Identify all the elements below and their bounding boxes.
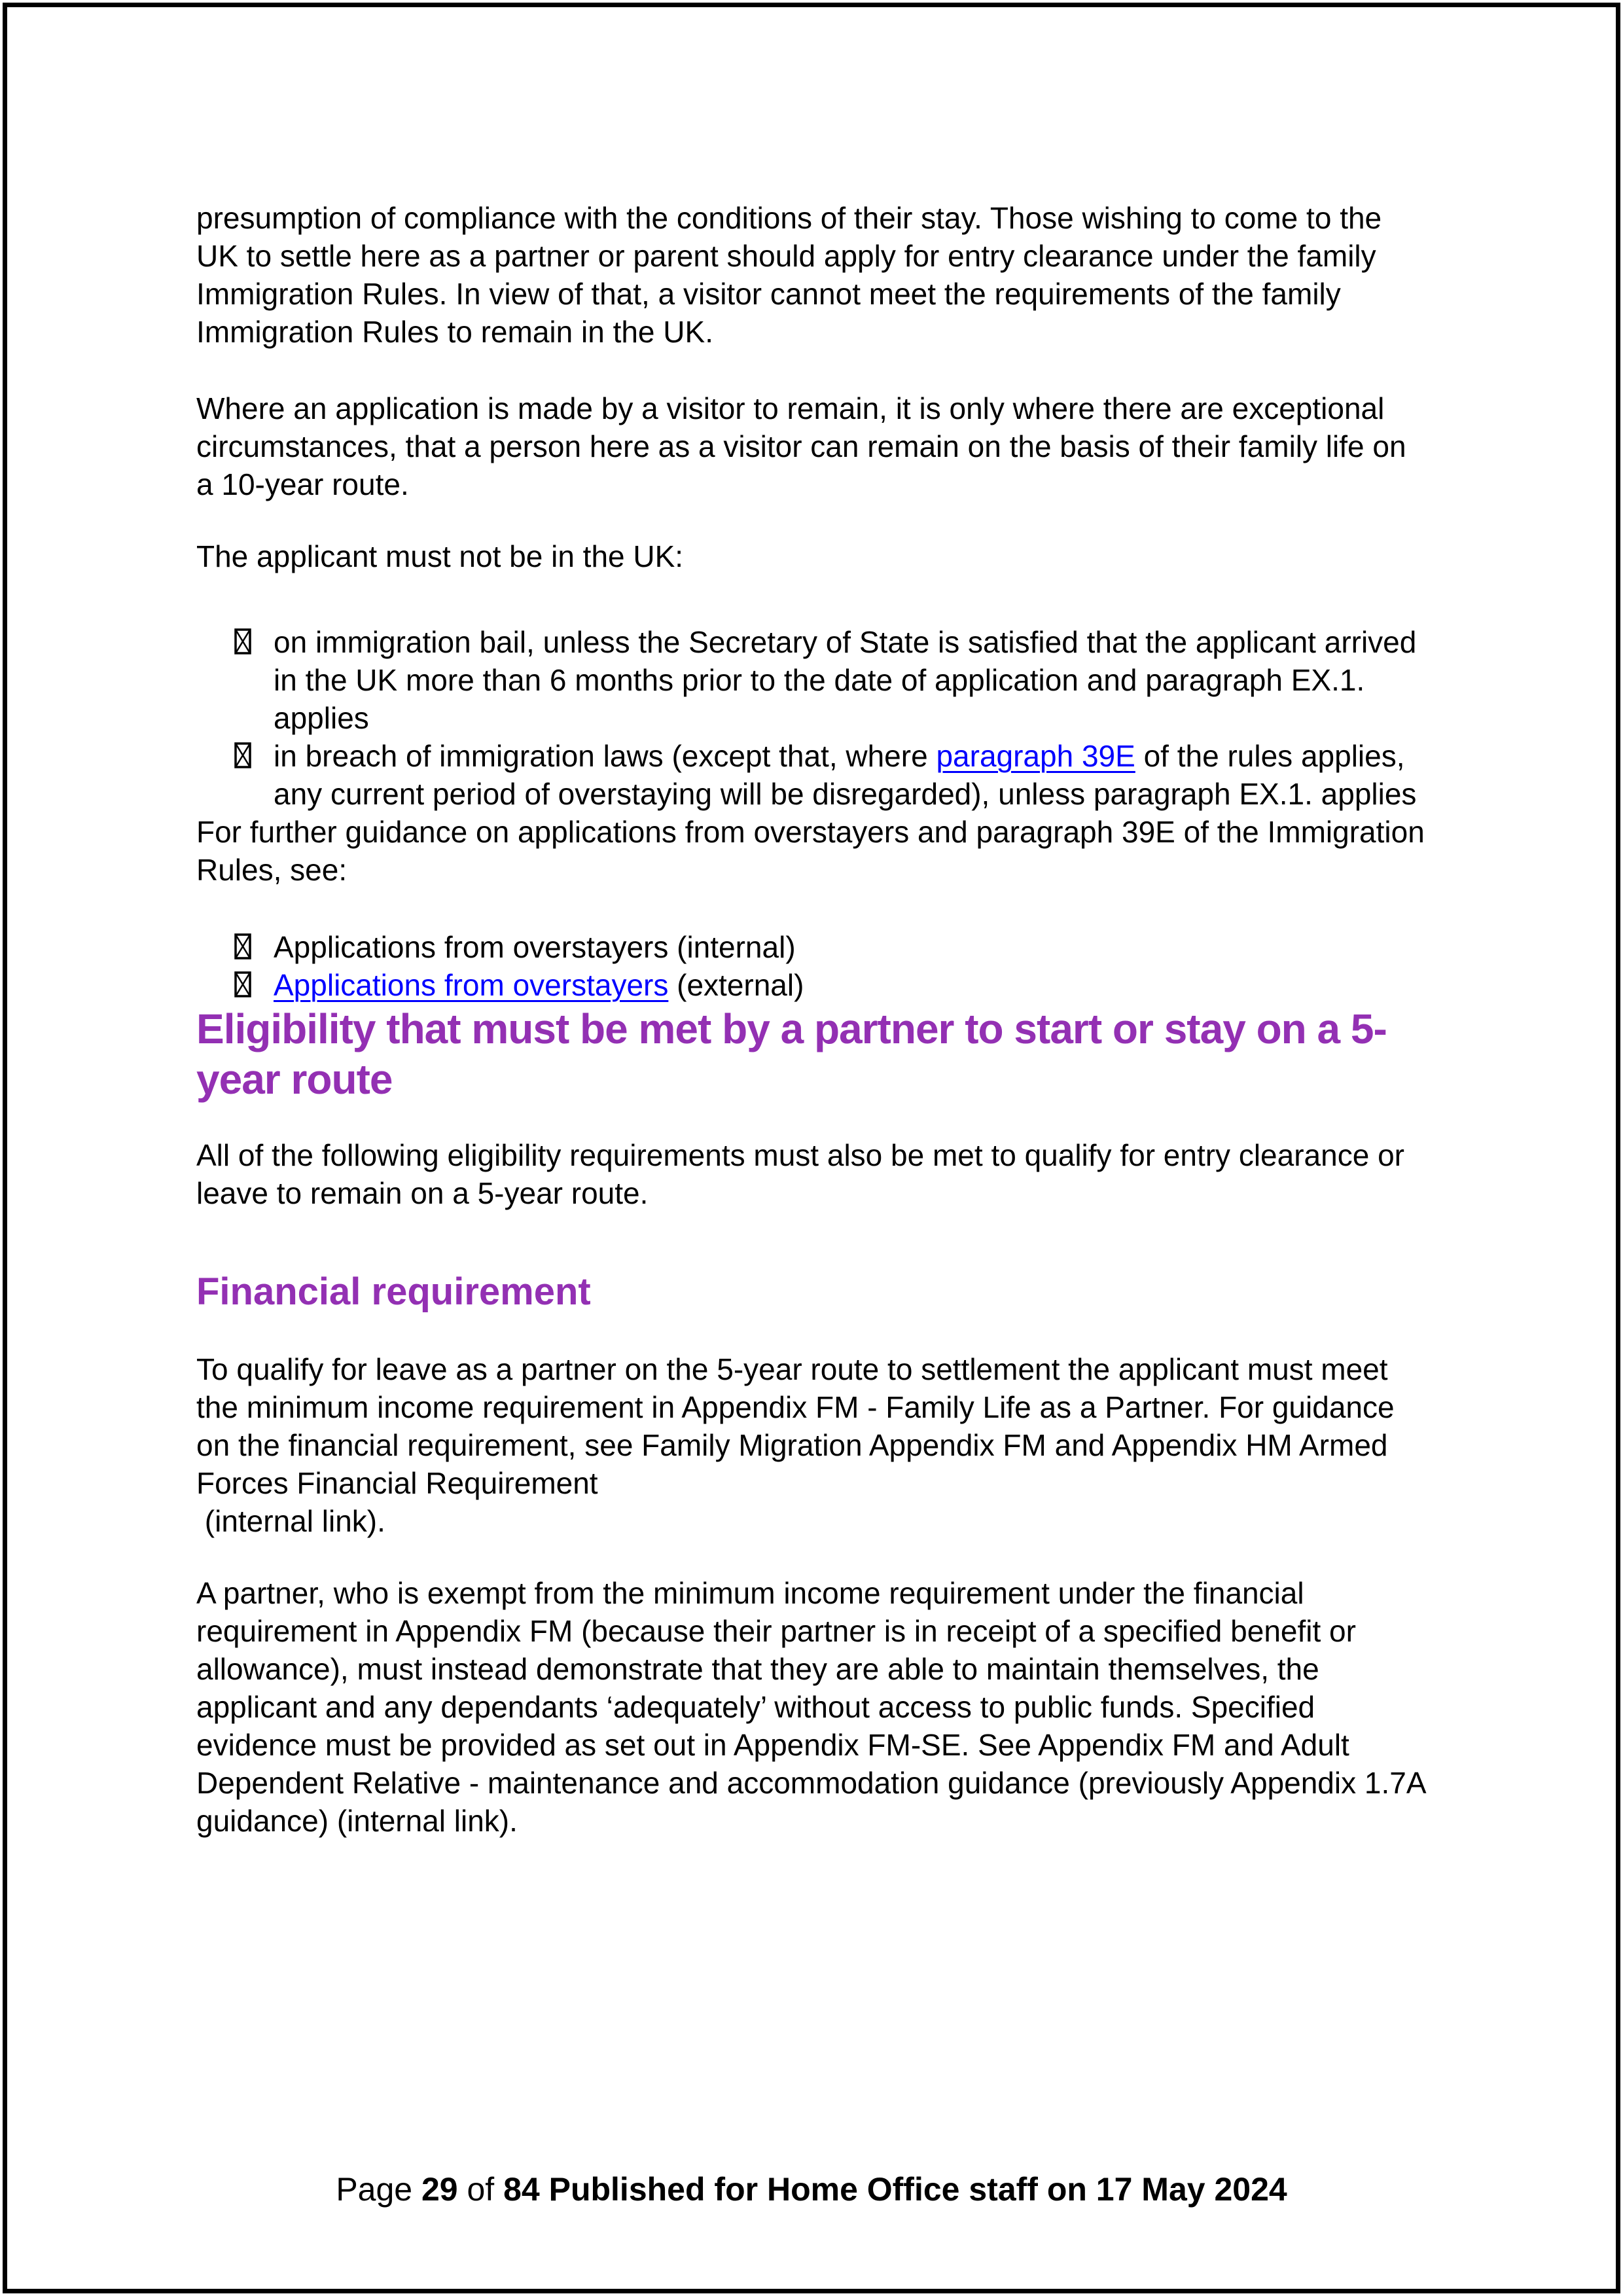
list-item-immigration-bail xyxy=(234,623,1427,737)
financial-text-main: To qualify for leave as a partner on the 5-year route to settlement the applicant must meet the minimum income requirement in Appendix FM - Family Life as a Partner. For guidance on the financial requirement, see Family Migration Appendix FM and Appendix HM Armed Forces Financial Requirement xyxy=(196,1352,1395,1500)
missing-glyph-bullet-icon xyxy=(234,742,251,768)
list-item-text xyxy=(274,737,1427,813)
footer-page-number: 29 xyxy=(421,2171,458,2208)
list-item-overstayers-external xyxy=(234,966,1427,1004)
page-footer xyxy=(7,2170,1616,2208)
page-border xyxy=(3,3,1620,2293)
list-item-text: on immigration bail, unless the Secretary of State is satisfied that the applicant arrived in the UK more than 6 months prior to the date of application and paragraph EX.1. applies xyxy=(274,625,1417,735)
financial-internal-link-note: (internal link). xyxy=(196,1504,385,1538)
footer-published-text: Published for Home Office staff on 17 May 2024 xyxy=(539,2171,1287,2208)
missing-glyph-bullet-icon xyxy=(234,628,251,655)
external-text-suffix: (external) xyxy=(668,968,804,1002)
paragraph-eligibility-requirements: All of the following eligibility requirements must also be met to qualify for entry clearance or leave to remain on a 5-year route. xyxy=(196,1138,1404,1210)
list-item-text: Applications from overstayers (internal) xyxy=(274,930,796,964)
footer-of-label: of xyxy=(457,2171,504,2208)
paragraph-visitor-compliance: presumption of compliance with the conditions of their stay. Those wishing to come to the UK to settle here as a partner or parent should apply for entry clearance under the family Immigration Rules. In view of that, a visitor cannot meet the requirements of the family Immigration Rules to remain in the UK. xyxy=(196,201,1382,349)
paragraph-further-guidance: For further guidance on applications from overstayers and paragraph 39E of the Immigration Rules, see: xyxy=(196,815,1425,887)
footer-page-total: 84 xyxy=(503,2171,540,2208)
paragraph-visitor-remain: Where an application is made by a visitor to remain, it is only where there are exceptional circumstances, that a person here as a visitor can remain on the basis of their family life on a 10-year route. xyxy=(196,391,1406,501)
paragraph-applicant-not-in-uk: The applicant must not be in the UK: xyxy=(196,539,684,573)
guidance-links-list xyxy=(196,928,1427,1004)
breach-text-prefix: in breach of immigration laws (except that, where xyxy=(274,739,936,773)
heading-eligibility-5-year-route: Eligibility that must be met by a partner to start or stay on a 5-year route xyxy=(196,1005,1387,1103)
paragraph-39e-link[interactable]: paragraph 39E xyxy=(936,739,1135,773)
heading-financial-requirement: Financial requirement xyxy=(196,1270,591,1313)
paragraph-financial-requirement-1 xyxy=(196,1350,1427,1540)
overstayers-external-link[interactable]: Applications from overstayers xyxy=(274,968,669,1002)
page-content xyxy=(7,7,1616,1840)
list-item-text xyxy=(274,966,1427,1004)
paragraph-financial-requirement-2: A partner, who is exempt from the minimum income requirement under the financial requirement in Appendix FM (because their partner is in receipt of a specified benefit or allowance), must instead demonstrate that they are able to maintain themselves, the applicant and any dependants ‘adequately’ without access to public funds. Specified evidence must be provided as set out in Appendix FM-SE. See Appendix FM and Adult Dependent Relative - maintenance and accommodation guidance (previously Appendix 1.7A guidance) (internal link). xyxy=(196,1576,1425,1838)
breach-text-suffix: of the rules applies, any current period of overstaying will be disregarded), unless paragraph EX.1. applies xyxy=(274,739,1417,811)
footer-page-label: Page xyxy=(336,2171,421,2208)
missing-glyph-bullet-icon xyxy=(234,933,251,960)
list-item-breach-immigration-laws xyxy=(234,737,1427,813)
conditions-list xyxy=(196,623,1427,813)
missing-glyph-bullet-icon xyxy=(234,971,251,997)
list-item-overstayers-internal xyxy=(234,928,1427,966)
